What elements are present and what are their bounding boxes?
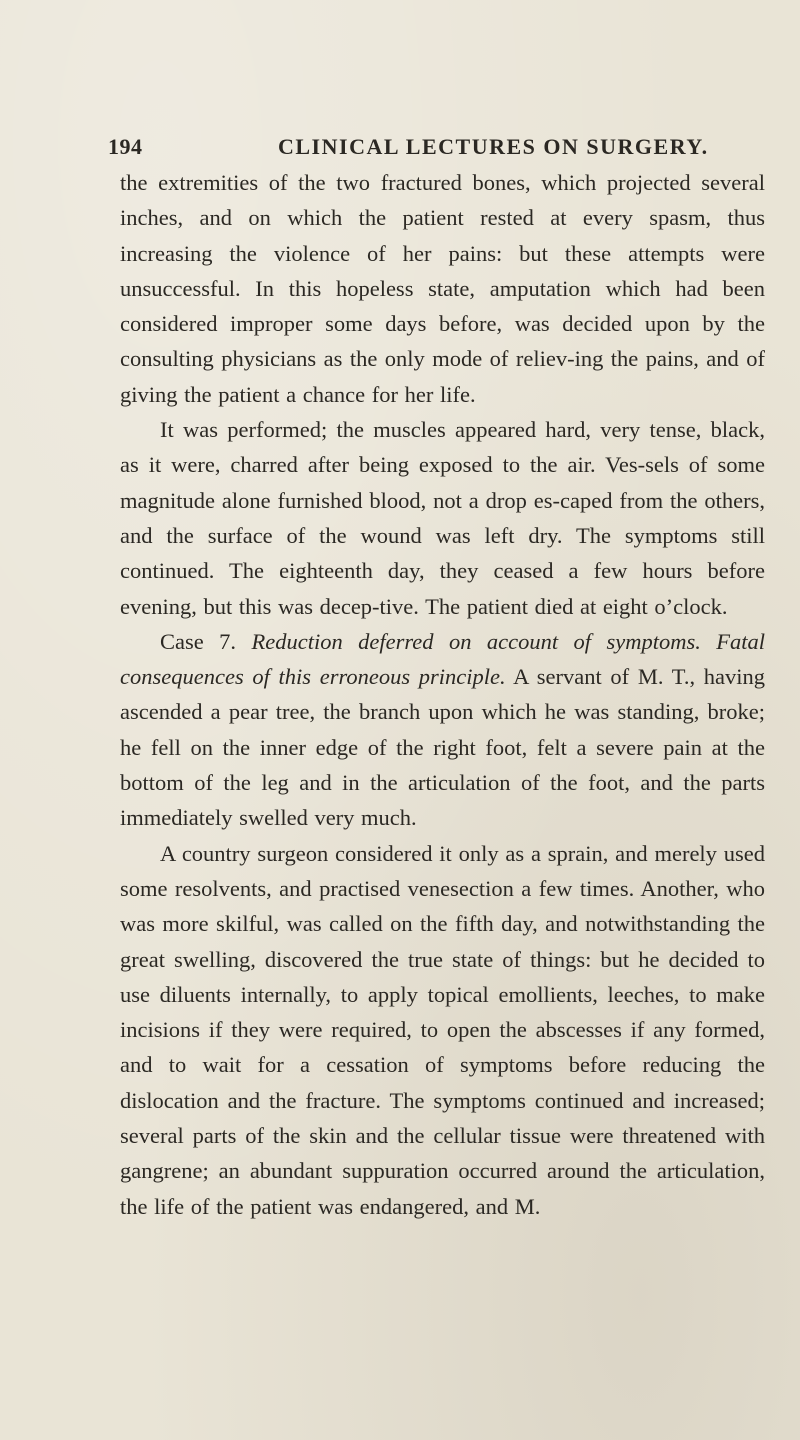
paragraph-amputation: It was performed; the muscles appeared hard, very tense, black, as it were, charred after being exposed to the air. Ves-sels of some magnitude alone furnished blood, not a drop es-caped from the others, and the surface of the wound was left dry. The symptoms still continued. The eighteenth day, they ceased a few hours before evening, but this was decep-tive. The patient died at eight o’clock. [120,417,765,619]
paragraph-case-7 [120,624,765,836]
paragraph-continuation: the extremities of the two fractured bones, which projected several inches, and on which the patient rested at every spasm, thus increasing the violence of her pains: but these attempts were unsuccessful. In this hopeless state, amputation which had been considered improper some days before, was decided upon by the consulting physicians as the only mode of reliev-ing the pains, and of giving the patient a chance for her life. [120,170,765,407]
case-label: Case 7. [160,628,237,654]
page-number: 194 [108,134,143,159]
page-header [108,128,748,164]
body-text [120,165,765,1224]
paragraph-country-surgeon: A country surgeon considered it only as a sprain, and merely used some resolvents, and practised venesection a few times. Another, who was more skilful, was called on the fifth day, and notwithstanding the great swelling, discovered the true state of things: but he decided to use diluents internally, to apply topical emollients, leeches, to make incisions if they were required, to open the abscesses if any formed, and to wait for a cessation of symptoms before reducing the dislocation and the fracture. The symptoms continued and increased; several parts of the skin and the cellular tissue were threatened with gangrene; an abundant suppuration occurred around the articulation, the life of the patient was endangered, and M. [120,840,765,1219]
running-title: CLINICAL LECTURES ON SURGERY. [278,134,709,159]
case-heading: Reduction deferred on account of symptoms. Fatal consequences of this erroneous principle. [120,628,766,690]
case-text: A servant of M. T., having ascended a pear tree, the branch upon which he was standing, broke; he fell on the inner edge of the right foot, felt a severe pain at the bottom of the leg and in the articulation of the foot, and the parts immediately swelled very much. [120,664,765,831]
